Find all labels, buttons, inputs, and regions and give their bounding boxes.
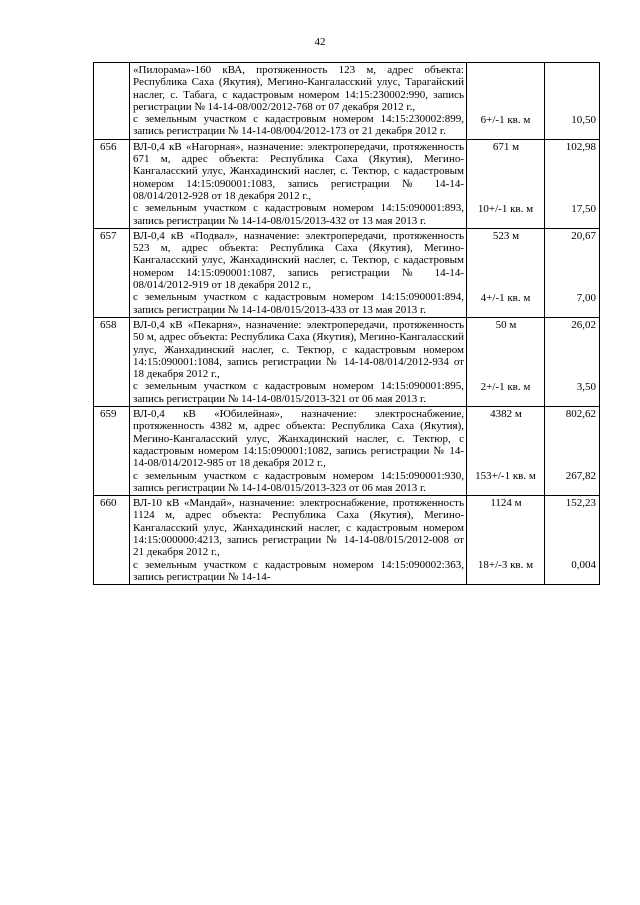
value-cell <box>545 407 600 496</box>
table-row <box>94 496 600 585</box>
quantity-cell <box>467 317 545 406</box>
land-plot-text: с земельным участком с кадастровым номером 14:15:230002:899, запись регистрации № 14-14-08/004/2012-173 от 21 декабря 2012 г. <box>133 113 464 138</box>
object-length: 523 м <box>492 229 520 242</box>
row-number: 658 <box>94 317 130 406</box>
land-value: 0,004 <box>571 559 596 572</box>
land-value: 267,82 <box>565 470 596 482</box>
land-area: 4+/-1 кв. м <box>480 291 531 304</box>
quantity-cell <box>467 407 545 496</box>
value-cell <box>545 496 600 585</box>
table-row <box>94 139 600 228</box>
value-cell <box>545 317 600 406</box>
object-text: ВЛ-0,4 кВ «Подвал», назначение: электропередачи, протяженность 523 м, адрес объекта: Республика Саха (Якутия), Мегино-Кангаласский улус, Жанхадинский наслег, с. Тектюр, с кадастровым номером 14:15:090001:1087, запись регистрации № 14-14-08/014/2012-919 от 18 декабря 2012 г., <box>133 229 464 292</box>
land-plot-text: с земельным участком с кадастровым номером 14:15:090001:895, запись регистрации № 14-14-08/015/2013-321 от 06 мая 2013 г. <box>133 380 464 405</box>
object-length: 1124 м <box>490 497 522 510</box>
land-plot-text: с земельным участком с кадастровым номером 14:15:090001:893, запись регистрации № 14-14-08/015/2013-432 от 13 мая 2013 г. <box>133 202 464 227</box>
object-description <box>130 63 467 140</box>
land-value: 17,50 <box>571 202 596 215</box>
quantity-cell <box>467 496 545 585</box>
table-row <box>94 63 600 140</box>
quantity-cell <box>467 228 545 317</box>
object-text: ВЛ-0,4 кВ «Нагорная», назначение: электропередачи, протяженность 671 м, адрес объекта: Республика Саха (Якутия), Мегино-Кангаласский улус, Жанхадинский наслег, с. Тектюр, с кадастровым номером 14:15:090001:1083, запись регистрации № 14-14-08/014/2012-928 от 18 декабря 2012 г., <box>133 140 464 202</box>
land-area: 2+/-1 кв. м <box>480 380 531 393</box>
object-value: 802,62 <box>565 408 596 421</box>
land-area: 6+/-1 кв. м <box>480 113 531 126</box>
property-register-table <box>93 62 600 585</box>
row-number: 660 <box>94 496 130 585</box>
quantity-cell <box>467 63 545 140</box>
row-number: 657 <box>94 228 130 317</box>
land-area: 18+/-3 кв. м <box>477 559 534 572</box>
page-number: 42 <box>314 36 326 48</box>
object-length: 4382 м <box>490 408 522 421</box>
land-area: 10+/-1 кв. м <box>477 202 534 215</box>
object-value: 152,23 <box>565 497 596 510</box>
row-number: 659 <box>94 407 130 496</box>
object-description <box>130 496 467 585</box>
value-cell <box>545 228 600 317</box>
table-row <box>94 228 600 317</box>
land-value: 10,50 <box>571 113 596 126</box>
quantity-cell <box>467 139 545 228</box>
object-description <box>130 139 467 228</box>
land-area: 153+/-1 кв. м <box>475 470 536 482</box>
value-cell <box>545 139 600 228</box>
object-text: ВЛ-10 кВ «Мандай», назначение: электроснабжение, протяженность 1124 м, адрес объекта: Республика Саха (Якутия), Мегино-Кангаласский улус, Жанхадинский наслег, с кадастровым номером 14:15:000000:4213, запись регистрации № 14-14-08/015/2012-008 от 21 декабря 2012 г., <box>133 497 464 559</box>
land-plot-text: с земельным участком с кадастровым номером 14:15:090002:363, запись регистрации № 14-14- <box>133 558 464 583</box>
table-row <box>94 407 600 496</box>
land-plot-text: с земельным участком с кадастровым номером 14:15:090001:930, запись регистрации № 14-14-08/015/2013-323 от 06 мая 2013 г. <box>133 469 464 494</box>
object-description <box>130 407 467 496</box>
value-cell <box>545 63 600 140</box>
object-description <box>130 317 467 406</box>
object-description <box>130 228 467 317</box>
object-value: 26,02 <box>571 318 596 331</box>
land-plot-text: с земельным участком с кадастровым номером 14:15:090001:894, запись регистрации № 14-14-08/015/2013-433 от 13 мая 2013 г. <box>133 291 464 316</box>
row-number <box>94 63 130 140</box>
object-length: 671 м <box>492 140 520 153</box>
object-text: ВЛ-0,4 кВ «Юбилейная», назначение: электроснабжение, протяженность 4382 м, адрес объекта: Республика Саха (Якутия), Мегино-Кангаласский улус, Жанхадинский наслег, с. Тектюр, с кадастровым номером 14:15:090001:1082, запись регистрации № 14-14-08/014/2012-985 от 18 декабря 2012 г., <box>133 408 464 470</box>
object-value: 102,98 <box>565 140 596 153</box>
table-row <box>94 317 600 406</box>
object-length: 50 м <box>495 318 517 331</box>
land-value: 3,50 <box>576 380 596 393</box>
object-text: ВЛ-0,4 кВ «Пекарня», назначение: электропередачи, протяженность 50 м, адрес объекта: Республика Саха (Якутия), Мегино-Кангаласский улус, Жанхадинский наслег, с. Тектюр, с кадастровым номером 14:15:090001:1084, запись регистрации № 14-14-08/014/2012-934 от 18 декабря 2012 г., <box>133 318 464 381</box>
row-number: 656 <box>94 139 130 228</box>
object-value: 20,67 <box>571 229 596 242</box>
land-value: 7,00 <box>576 291 596 304</box>
object-text: «Пилорама»-160 кВА, протяженность 123 м, адрес объекта: Республика Саха (Якутия), Мегино-Кангаласский улус, Тарагайский наслег, с. Табага, с кадастровым номером 14:15:230002:990, запись регистрации № 14-14-08/002/2012-768 от 07 декабря 2012 г., <box>133 64 464 113</box>
